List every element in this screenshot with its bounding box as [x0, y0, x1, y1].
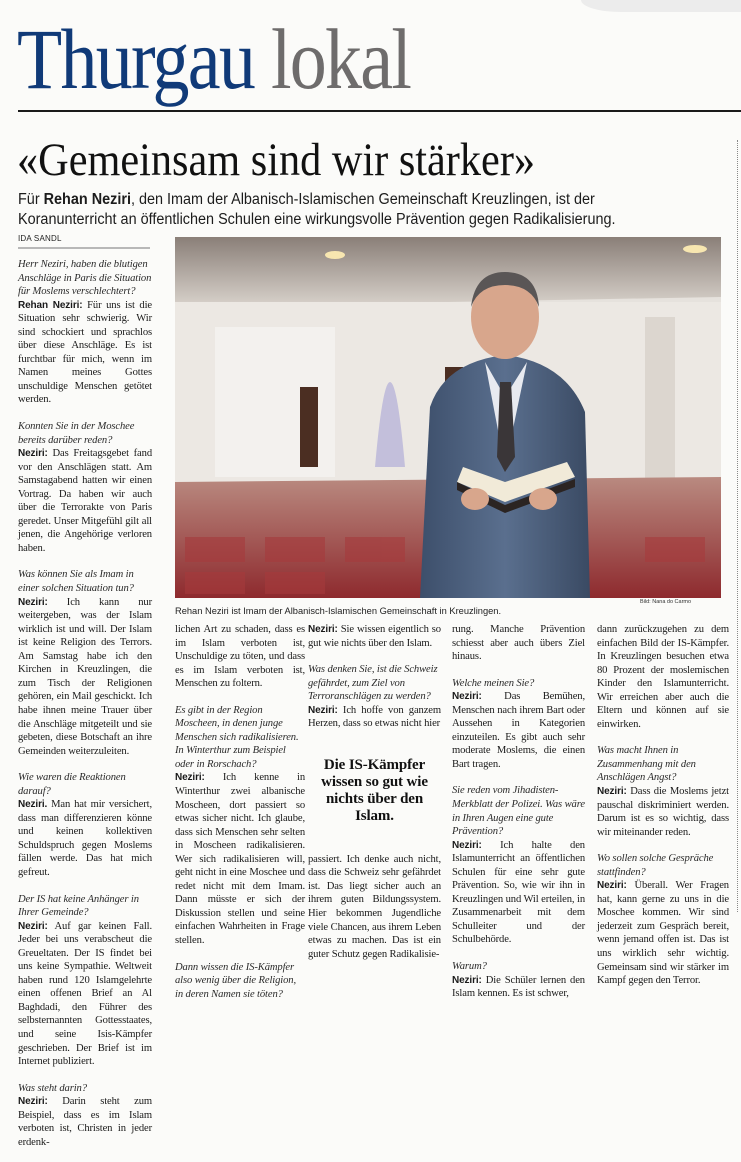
speaker-label: Rehan Neziri:: [18, 299, 83, 311]
interview-answer: [18, 1095, 152, 1149]
subtitle-prefix: Für: [18, 191, 44, 208]
answer-text: Die Schüler lernen den Islam kennen. Es ist schwer,: [452, 974, 585, 1000]
answer-text: Ich kenne in Winterthur zwei albanische Moscheen, dort passiert so etwas sicher nicht. Ich glaube, dass sich Menschen sehr selten in Moscheen radikalisieren. Wer sich radikalisieren will, geht nicht in eine Moschee und redet nicht mit dem Imam. Dann müsste er sich der Diskussion stellen und seine einfachen Wahrheiten in Frage stellen.: [175, 772, 305, 947]
masthead-region: Thurgau: [17, 11, 255, 107]
speaker-label: Neziri.: [18, 799, 48, 811]
answer-text: Für uns ist die Situation sehr schwierig. Wir sind schockiert und sprachlos über diese Anschläge. Es ist furchtbar für mich, wenn im Namen meines Gottes unschuldige Menschen getötet werden.: [18, 299, 153, 406]
speaker-label: Neziri:: [597, 880, 627, 892]
interview-question: Was denken Sie, ist die Schweiz gefährdet, zum Ziel von Terroranschlägen zu werden?: [308, 664, 438, 703]
interview-question: Was können Sie als Imam in einer solchen Situation tun?: [18, 569, 134, 595]
answer-text: Überall. Wer Fragen hat, kann gerne zu uns in die Moschee kommen. Wir sind jederzeit zum Gespräch bereit, wenn jemand offen ist. Das ist uns wirklich sehr wichtig. Gemeinsam sind wir stärker im Kampf gegen den Terror.: [597, 880, 729, 987]
masthead-rule: [18, 110, 741, 112]
speaker-label: Neziri:: [308, 704, 338, 716]
answer-text: Auf gar keinen Fall. Jeder bei uns verabscheut die Greueltaten. Der IS findet bei uns keine Sympathie. Weltweit haben rund 120 Islamgelehrte einen offenen Brief an Al Baghdadi, den Führer des selbsternannten Gottesstaates, und seine Isis-Kämpfer geschrieben. Der Brief ist im Internet publiziert.: [18, 920, 152, 1068]
answer-text: Ich halte den Islamunterricht an öffentlichen Schulen für eine sehr gute Prävention. So, wie wir ihn in Kreuzlingen und Wil erteilen, in Zusammenarbeit mit dem Schulleiter und der Schulbehörde.: [452, 839, 585, 946]
speaker-label: Neziri:: [18, 596, 48, 608]
answer-continuation: dann zurückzugehen zu dem einfachen Bild der IS-Kämpfer. In Kreuzlingen besuchen etwa 80 Prozent der moslemischen Kinder den Islamunterricht. Wir erreichen aber auch die Eltern und können auf sie einwirken.: [597, 624, 729, 730]
interview-question: Was steht darin?: [18, 1082, 87, 1094]
answer-text: Darin steht zum Beispiel, dass es im Islam verboten ist, Christen in jeder erdenk-: [18, 1096, 152, 1148]
interview-answer: [18, 299, 152, 407]
photo-imam-in-mosque: [175, 237, 721, 598]
answer-text: Das Bemühen, Menschen nach ihrem Bart oder Aussehen in Kategorien einzuteilen. Es gibt auch sehr moderate Moslems, die einen Bart tragen.: [452, 691, 585, 770]
answer-continuation: passiert. Ich denke auch nicht, dass die Schweiz sehr gefährdet ist. Das liegt sicher auch an ihrem guten Bildungssystem. Hier bekommen Jugendliche viele Chancen, aus ihrem Leben etwas zu machen. Das ist ein guter Schutz gegen Radikalisie-: [308, 853, 441, 960]
subtitle: [18, 190, 688, 230]
photo-credit: Bild: Nana do Carmo: [640, 599, 692, 605]
answer-text: Das Freitagsgebet fand vor den Anschlägen statt. Am Samstagabend hatten wir einen Vortrag. Da haben wir auch über die Terrorakte von Paris geredet. Unser Mitgefühl gilt all jenen, die Angehörige verloren haben.: [18, 448, 152, 554]
speaker-label: Neziri:: [452, 691, 482, 703]
speaker-label: Neziri:: [597, 786, 627, 798]
subtitle-text: , den Imam der Albanisch-Islamischen Gemeinschaft Kreuzlingen, ist der Koranunterricht an öffentlichen Schulen eine wirkungsvolle Prävention gegen Radikalisierung.: [18, 191, 616, 228]
interview-answer: [18, 596, 152, 759]
interview-question: Wie waren die Reaktionen darauf?: [18, 772, 126, 797]
interview-question: Herr Neziri, haben die blutigen Anschläge in Paris die Situation für Moslems verschlechtert?: [18, 259, 152, 298]
pull-quote: Die IS-Kämpfer wissen so gut wie nichts über den Islam.: [321, 756, 428, 824]
speaker-label: Neziri:: [308, 624, 338, 635]
page-corner: [581, 0, 741, 12]
answer-text: Dass die Moslems jetzt pauschal diskriminiert werden. Darum ist es so wichtig, dass wir miteinander reden.: [597, 786, 729, 838]
interview-answer: [452, 690, 585, 771]
interview-answer: [18, 920, 152, 1069]
speaker-label: Neziri:: [175, 772, 205, 784]
answer-text: Sie wissen eigentlich so gut wie nichts über den Islam.: [308, 624, 441, 649]
interview-answer: [452, 839, 585, 947]
speaker-label: Neziri:: [452, 974, 482, 986]
byline: IDA SANDL: [18, 234, 62, 243]
interview-question: Wo sollen solche Gespräche stattfinden?: [597, 853, 714, 878]
headline: «Gemeinsam sind wir stärker»: [17, 134, 536, 186]
speaker-label: Neziri:: [18, 1096, 48, 1108]
interview-question: Der IS hat keine Anhänger in Ihrer Gemeinde?: [18, 893, 139, 919]
interview-answer: [18, 798, 152, 879]
column-3: [308, 623, 441, 974]
interview-answer: [18, 447, 152, 555]
interview-question: Es gibt in der Region Moscheen, in denen junge Menschen sich radikalisieren. In Winterthur zum Beispiel oder in Rorschach?: [175, 704, 299, 770]
interview-answer: [308, 704, 441, 731]
interview-question: Welche meinen Sie?: [452, 677, 535, 689]
speaker-label: Neziri:: [18, 920, 48, 932]
masthead: [17, 11, 411, 107]
column-2: [175, 623, 305, 1001]
interview-question: Sie reden vom Jihadisten-Merkblatt der Polizei. Was wäre in Ihren Augen eine gute Prävention?: [452, 785, 585, 838]
photo-caption: Rehan Neziri ist Imam der Albanisch-Islamischen Gemeinschaft in Kreuzlingen.: [175, 606, 502, 616]
answer-text: Ich hoffe von ganzem Herzen, dass so etwas nicht hier: [308, 704, 441, 730]
column-5: [597, 623, 729, 1001]
interview-question: Konnten Sie in der Moschee bereits darüber reden?: [18, 421, 135, 446]
interview-answer: [597, 785, 729, 839]
interview-answer: [452, 974, 585, 1001]
byline-rule: [18, 247, 150, 249]
answer-continuation: rung. Manche Prävention schiesst aber auch übers Ziel hinaus.: [452, 624, 585, 663]
interview-question: Warum?: [452, 961, 487, 973]
interview-answer: [175, 771, 305, 947]
page-edge-dotted-line: [737, 140, 738, 912]
interview-answer: [597, 879, 729, 987]
answer-continuation: lichen Art zu schaden, dass es im Islam verboten ist, Unschuldige zu töten, und dass es im Islam verboten ist, Menschen zu foltern.: [175, 624, 305, 690]
column-4: [452, 623, 585, 1014]
speaker-label: Neziri:: [18, 448, 48, 460]
subtitle-name: Rehan Neziri: [43, 191, 131, 208]
speaker-label: Neziri:: [452, 839, 482, 851]
interview-answer: [308, 623, 441, 650]
article-photo: [175, 237, 721, 598]
column-1: [18, 258, 152, 1162]
interview-question: Dann wissen die IS-Kämpfer also wenig über die Religion, in deren Namen sie töten?: [175, 961, 296, 1000]
answer-text: Man hat mir versichert, dass man differenzieren könne und keinen kollektiven Schuldspruch gegen Moslems fällen werde. Das hat mich gefreut.: [18, 799, 152, 878]
masthead-section: lokal: [270, 11, 411, 107]
answer-text: Ich kann nur weitergeben, was der Islam wirklich ist und will. Der Islam ist keine Religion des Terrors. Am Samstag habe ich den Kirchen in Kreuzlingen, die zum Tisch der Religionen gehören, ein Mail geschickt. Ich habe ihnen meine Trauer über die Anschläge mitgeteilt und sie gebeten, diese Botschaft an ihre Gemeinden weiterzuleiten.: [18, 596, 152, 757]
interview-question: Was macht Ihnen in Zusammenhang mit den Anschlägen Angst?: [597, 745, 696, 784]
